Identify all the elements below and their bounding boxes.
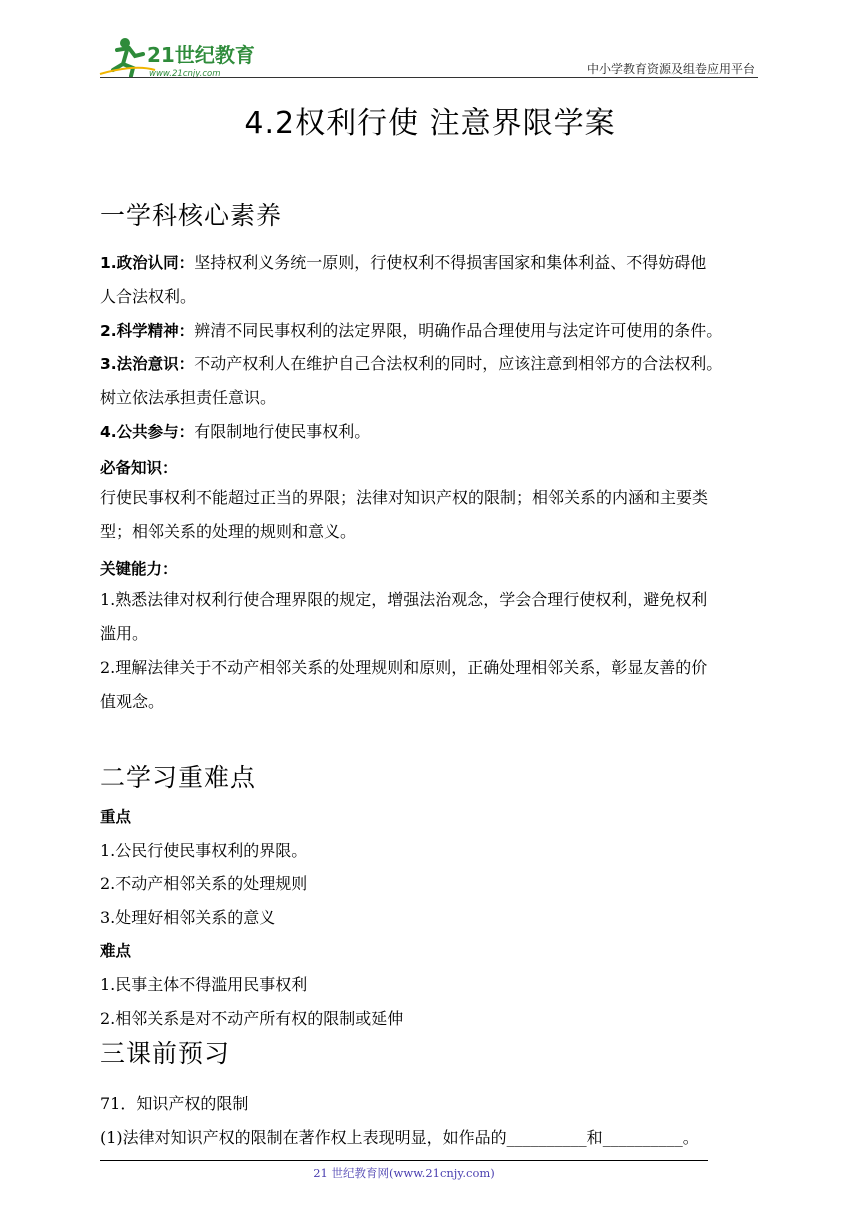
core-item-1 [100,246,765,314]
core-item-text: 辨清不同民事权利的法定界限，明确作品合理使用与法定许可使用的条件。 [194,321,723,340]
core-item-4 [100,415,765,449]
question-title: 71．知识产权的限制 [100,1094,249,1113]
core-item-2 [100,314,765,348]
question-fill-blank [100,1125,699,1148]
ability-line: 2.理解法律关于不动产相邻关系的处理规则和原则，正确处理相邻关系，彰显友善的价 [100,658,708,677]
core-item-text: 不动产权利人在维护自己合法权利的同时，应该注意到相邻方的合法权利。 [194,354,723,373]
ability-line: 滥用。 [100,624,149,643]
question-text: 和 [586,1128,603,1147]
section-heading-key-points: 二学习重难点 [100,763,257,792]
section-heading-core: 一学科核心素养 [100,201,283,230]
knowledge-line: 行使民事权利不能超过正当的界限；法律对知识产权的限制；相邻关系的内涵和主要类 [100,488,709,507]
site-logo [95,34,265,80]
core-item-text: 人合法权利。 [100,287,197,306]
key-point-item: 1.公民行使民事权利的界限。 [100,841,308,860]
answer-blank[interactable]: __________ [506,1128,587,1147]
header-divider [100,77,758,78]
logo-text: 21世纪教育 [147,43,255,67]
core-item-text: 有限制地行使民事权利。 [194,422,371,441]
page-title: 4.2权利行使 注意界限学案 [244,106,616,141]
core-item-text: 坚持权利义务统一原则，行使权利不得损害国家和集体利益、不得妨碍他 [194,253,707,272]
ability-item-1 [100,583,765,651]
core-item-3 [100,347,765,415]
question-text: 。 [682,1128,699,1147]
ability-line: 1.熟悉法律对权利行使合理界限的规定，增强法治观念，学会合理行使权利，避免权利 [100,590,708,609]
knowledge-line: 型；相邻关系的处理的规则和意义。 [100,522,357,541]
difficult-points-label: 难点 [100,942,132,960]
knowledge-text [100,481,765,549]
core-item-text: 树立依法承担责任意识。 [100,388,277,407]
section-heading-preview: 三课前预习 [100,1039,231,1068]
ability-label: 关键能力： [100,560,178,578]
key-points-label: 重点 [100,808,132,826]
ability-item-2 [100,651,765,719]
platform-tagline: 中小学教育资源及组卷应用平台 [586,62,755,76]
logo-url: www.21cnjy.com [149,69,221,79]
footer-link[interactable]: 21 世纪教育网(www.21cnjy.com) [313,1166,495,1180]
core-item-label: 2.科学精神： [100,322,195,340]
core-item-label: 3.法治意识： [100,355,195,373]
core-item-label: 1.政治认同： [100,254,195,272]
answer-blank[interactable]: __________ [602,1128,683,1147]
ability-line: 值观念。 [100,692,165,711]
key-point-item: 3.处理好相邻关系的意义 [100,908,276,927]
difficult-point-item: 2.相邻关系是对不动产所有权的限制或延伸 [100,1009,404,1028]
knowledge-label: 必备知识： [100,459,178,477]
key-point-item: 2.不动产相邻关系的处理规则 [100,874,308,893]
question-text: (1)法律对知识产权的限制在著作权上表现明显，如作品的 [100,1128,507,1147]
footer-divider [100,1160,708,1161]
difficult-point-item: 1.民事主体不得滥用民事权利 [100,975,308,994]
core-item-label: 4.公共参与： [100,423,195,441]
